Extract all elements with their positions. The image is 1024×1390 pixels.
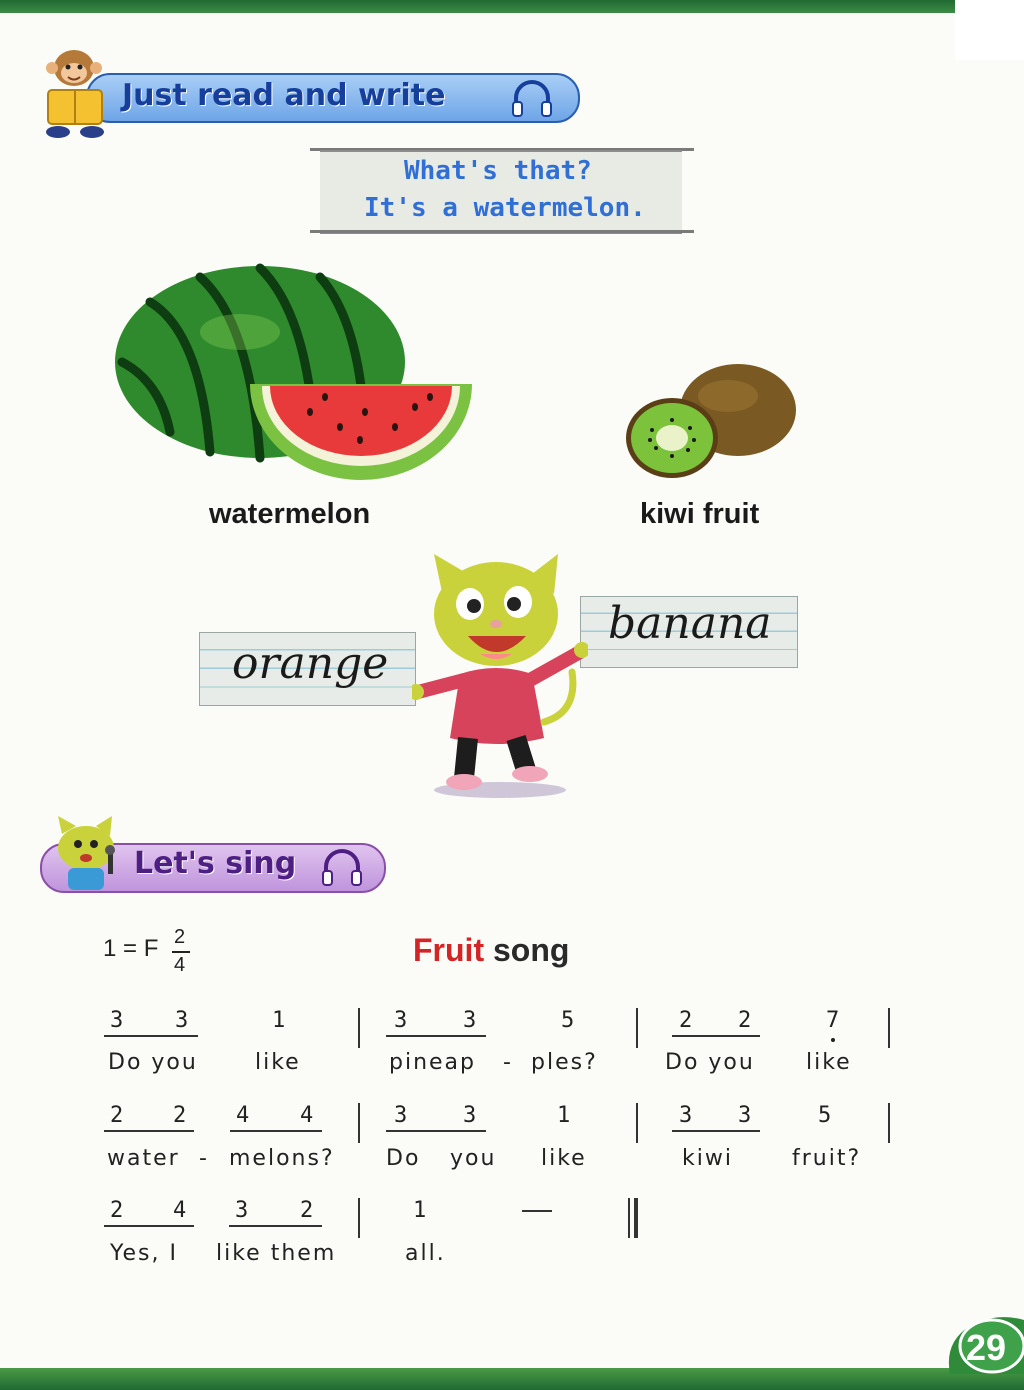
- low-octave-dot: [831, 1038, 835, 1042]
- lyric: like: [806, 1050, 852, 1075]
- time-signature-top: 2: [174, 926, 186, 948]
- note-beam: [386, 1130, 486, 1132]
- dialogue-answer: It's a watermelon.: [364, 193, 646, 223]
- note: 3: [394, 1103, 409, 1128]
- note: 2: [110, 1198, 125, 1223]
- lyric: ples?: [531, 1050, 598, 1075]
- note: 3: [235, 1198, 250, 1223]
- note-beam: [104, 1035, 198, 1037]
- time-signature-bottom: 4: [174, 954, 186, 976]
- lyric: Yes, I: [110, 1241, 178, 1266]
- lyric: you: [450, 1146, 497, 1171]
- headphones-icon[interactable]: [510, 78, 554, 118]
- note: 3: [110, 1008, 125, 1033]
- top-right-corner: [955, 0, 1024, 60]
- song-title-song: song: [492, 932, 570, 968]
- note: 3: [679, 1103, 694, 1128]
- word-orange: orange: [232, 638, 389, 689]
- bar-line: [888, 1103, 890, 1143]
- bar-line: [358, 1198, 360, 1238]
- section-title-sing: Let's sing: [134, 846, 297, 881]
- note-beam: [672, 1130, 760, 1132]
- bar-line: [636, 1103, 638, 1143]
- lyric: pineap: [389, 1050, 477, 1075]
- bottom-border-band: [0, 1368, 1024, 1390]
- bar-line: [888, 1008, 890, 1048]
- lyric: fruit?: [792, 1146, 862, 1171]
- note-beam: [230, 1130, 322, 1132]
- sustain-dash: [522, 1210, 552, 1212]
- note: 4: [173, 1198, 188, 1223]
- lyric: like them: [216, 1241, 337, 1266]
- note: 1: [413, 1198, 428, 1223]
- note: 2: [738, 1008, 753, 1033]
- note: 5: [561, 1008, 576, 1033]
- lyric: Do you: [108, 1050, 198, 1075]
- time-signature-line: [172, 951, 190, 953]
- note: 5: [818, 1103, 833, 1128]
- note-beam: [672, 1035, 760, 1037]
- bar-line: [358, 1103, 360, 1143]
- watermelon-image: [110, 262, 480, 482]
- section-title-read-write: Just read and write: [122, 78, 446, 113]
- song-key: 1 = F: [103, 935, 159, 962]
- lyric: Do you: [665, 1050, 755, 1075]
- note: 1: [272, 1008, 287, 1033]
- note: 3: [394, 1008, 409, 1033]
- note: 1: [557, 1103, 572, 1128]
- label-kiwi-fruit: kiwi fruit: [640, 498, 760, 530]
- lyric: Do: [386, 1146, 421, 1171]
- note: 3: [738, 1103, 753, 1128]
- bar-line: [636, 1008, 638, 1048]
- note: 4: [236, 1103, 251, 1128]
- song-title: [413, 932, 569, 969]
- note: 3: [463, 1103, 478, 1128]
- headphones-icon[interactable]: [320, 847, 364, 887]
- note: 3: [175, 1008, 190, 1033]
- note: 7: [826, 1008, 841, 1033]
- note-beam: [229, 1225, 322, 1227]
- final-bar-line-thick: [634, 1198, 638, 1238]
- scroll-bottom-rod: [310, 230, 694, 233]
- note-beam: [104, 1130, 194, 1132]
- lyric: like: [255, 1050, 301, 1075]
- cat-singing-icon: [48, 816, 132, 892]
- song-title-fruit: Fruit: [413, 932, 485, 968]
- note: 2: [173, 1103, 188, 1128]
- note: 2: [679, 1008, 694, 1033]
- dialogue-question: What's that?: [404, 156, 592, 186]
- word-banana: banana: [608, 598, 772, 649]
- lyric: like: [541, 1146, 587, 1171]
- top-border-band: [0, 0, 955, 13]
- lyric-hyphen: -: [199, 1146, 209, 1171]
- lyric: water: [107, 1146, 180, 1171]
- label-watermelon: watermelon: [209, 498, 371, 530]
- note-beam: [104, 1225, 194, 1227]
- note: 3: [463, 1008, 478, 1033]
- note: 2: [110, 1103, 125, 1128]
- lyric: melons?: [229, 1146, 335, 1171]
- cat-character-image: [412, 552, 588, 798]
- note: 4: [300, 1103, 315, 1128]
- kiwi-image: [620, 360, 800, 485]
- lyric: kiwi: [682, 1146, 733, 1171]
- monkey-reading-icon: [36, 40, 116, 140]
- bar-line: [358, 1008, 360, 1048]
- lyric: all.: [405, 1241, 446, 1266]
- note: 2: [300, 1198, 315, 1223]
- lyric-hyphen: -: [503, 1050, 513, 1075]
- final-bar-line: [628, 1198, 630, 1238]
- note-beam: [386, 1035, 486, 1037]
- page-number: 29: [966, 1327, 1007, 1368]
